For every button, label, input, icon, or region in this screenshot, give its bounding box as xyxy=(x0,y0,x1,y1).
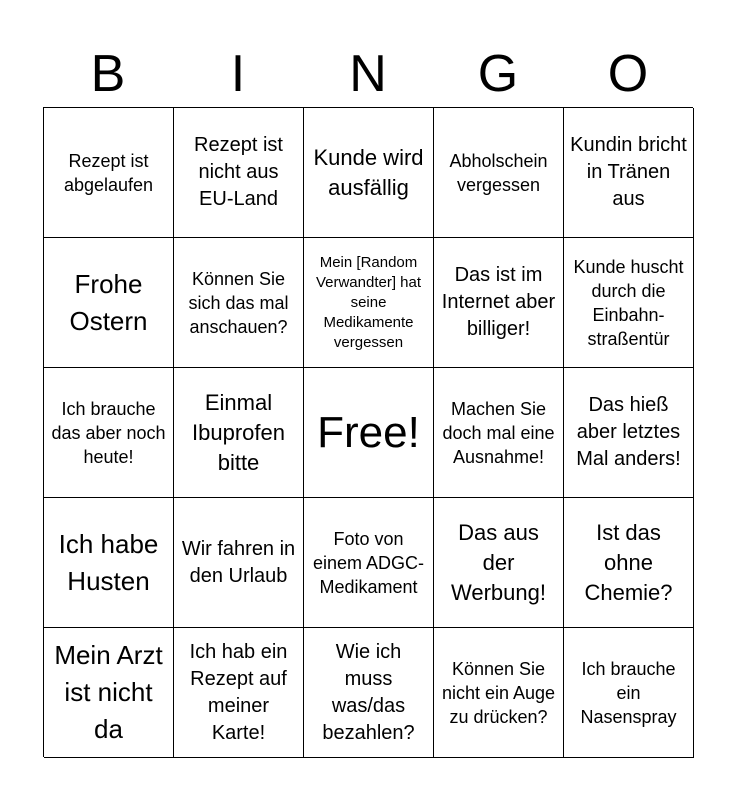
bingo-cell[interactable] xyxy=(304,238,434,368)
bingo-cell[interactable] xyxy=(564,108,694,238)
cell-text: Ist das ohne Chemie? xyxy=(584,519,673,605)
bingo-cell[interactable] xyxy=(44,368,174,498)
bingo-cell[interactable] xyxy=(564,498,694,628)
bingo-cell[interactable] xyxy=(434,498,564,628)
bingo-cell[interactable] xyxy=(174,628,304,758)
bingo-cell[interactable] xyxy=(434,628,564,758)
cell-text: Ich brauche das aber noch heute! xyxy=(51,398,166,467)
header-letter-n: N xyxy=(349,45,387,103)
bingo-cell[interactable] xyxy=(564,368,694,498)
cell-text: Ich brauche ein Nasenspray xyxy=(580,658,677,727)
cell-text: Rezept ist nicht aus EU-Land xyxy=(194,134,283,210)
bingo-cell[interactable] xyxy=(564,628,694,758)
cell-text: Wir fahren in den Urlaub xyxy=(181,537,296,587)
bingo-header xyxy=(43,40,693,108)
header-letter-b: B xyxy=(90,45,126,103)
bingo-cell[interactable] xyxy=(174,498,304,628)
bingo-cell[interactable] xyxy=(304,498,434,628)
bingo-board xyxy=(43,107,693,757)
bingo-cell[interactable] xyxy=(44,628,174,758)
cell-text: Abholschein vergessen xyxy=(449,150,548,195)
cell-text: Machen Sie doch mal eine Ausnahme! xyxy=(442,398,555,467)
cell-text: Das hieß aber letztes Mal anders! xyxy=(576,394,681,470)
header-letter-g: G xyxy=(477,45,519,103)
cell-text: Rezept ist abgelaufen xyxy=(63,150,154,195)
cell-text: Mein [Random Verwandter] hat seine Medikamente vergessen xyxy=(315,253,422,351)
header-letter-o: O xyxy=(607,45,649,103)
cell-text: Frohe Ostern xyxy=(69,268,148,336)
cell-text: Kunde wird ausfällig xyxy=(313,144,424,200)
header-letter-i: I xyxy=(230,45,246,103)
bingo-cell[interactable] xyxy=(434,108,564,238)
cell-text: Ich habe Husten xyxy=(58,528,159,596)
cell-text: Können Sie nicht ein Auge zu drücken? xyxy=(441,658,556,727)
bingo-cell[interactable] xyxy=(174,368,304,498)
cell-text: Das aus der Werbung! xyxy=(451,519,546,605)
free-space-cell[interactable] xyxy=(304,368,434,498)
bingo-cell[interactable] xyxy=(44,238,174,368)
bingo-cell[interactable] xyxy=(44,498,174,628)
cell-text: Kunde huscht durch die Einbahn-straßentür xyxy=(573,256,684,349)
bingo-cell[interactable] xyxy=(44,108,174,238)
bingo-cell[interactable] xyxy=(174,108,304,238)
cell-text: Mein Arzt ist nicht da xyxy=(54,640,163,744)
bingo-cell[interactable] xyxy=(304,108,434,238)
cell-text: Einmal Ibuprofen bitte xyxy=(192,389,285,475)
cell-text: Wie ich muss was/das bezahlen? xyxy=(322,640,415,744)
cell-text: Können Sie sich das mal anschauen? xyxy=(188,268,289,337)
cell-text: Foto von einem ADGC-Medikament xyxy=(312,528,425,597)
bingo-cell[interactable] xyxy=(174,238,304,368)
bingo-cell[interactable] xyxy=(434,368,564,498)
bingo-cell[interactable] xyxy=(434,238,564,368)
cell-text: Kundin bricht in Tränen aus xyxy=(570,134,687,210)
cell-text: Das ist im Internet aber billiger! xyxy=(441,264,556,340)
cell-text: Ich hab ein Rezept auf meiner Karte! xyxy=(189,640,288,744)
bingo-cell[interactable] xyxy=(304,628,434,758)
bingo-cell[interactable] xyxy=(564,238,694,368)
cell-text: Free! xyxy=(317,407,420,457)
